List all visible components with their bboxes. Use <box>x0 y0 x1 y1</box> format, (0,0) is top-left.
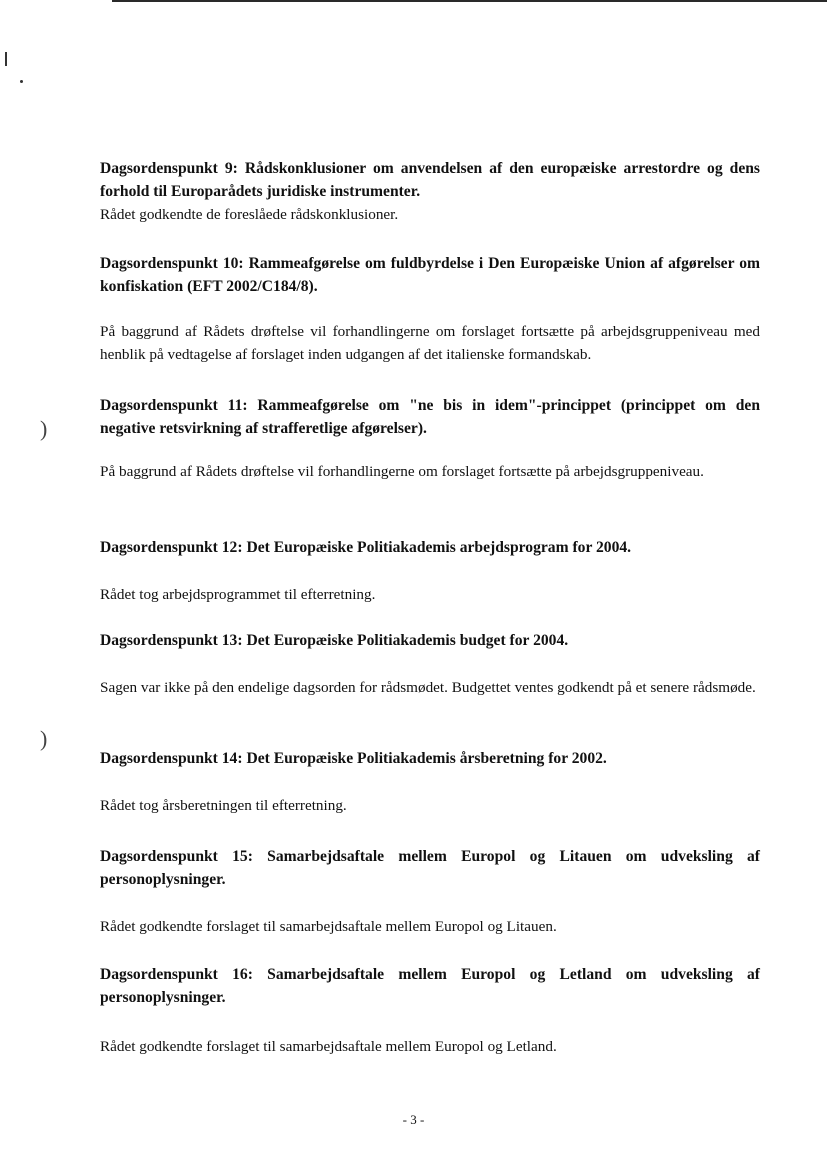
agenda-item-16 <box>100 963 760 1058</box>
agenda-item-heading: Dagsordenspunkt 13: Det Europæiske Politiakademis budget for 2004. <box>100 632 569 649</box>
agenda-item-body: Rådet tog årsberetningen til efterretning. <box>100 797 347 814</box>
agenda-item-heading: Dagsordenspunkt 15: Samarbejdsaftale mellem Europol og Litauen om udveksling af personoplysninger. <box>100 848 760 888</box>
agenda-item-heading: Dagsordenspunkt 9: Rådskonklusioner om anvendelsen af den europæiske arrestordre og dens forhold til Europarådets juridiske instrumenter. <box>100 160 760 200</box>
agenda-item-heading: Dagsordenspunkt 14: Det Europæiske Politiakademis årsberetning for 2002. <box>100 750 607 767</box>
agenda-item-9 <box>100 157 760 226</box>
agenda-item-heading: Dagsordenspunkt 16: Samarbejdsaftale mellem Europol og Letland om udveksling af personoplysninger. <box>100 966 760 1006</box>
agenda-item-13 <box>100 629 760 699</box>
margin-parenthesis: ) <box>40 416 48 441</box>
scan-mark <box>5 52 7 66</box>
agenda-item-14 <box>100 747 760 817</box>
agenda-item-12 <box>100 536 760 606</box>
agenda-item-body: På baggrund af Rådets drøftelse vil forhandlingerne om forslaget fortsætte på arbejdsgruppeniveau med henblik på vedtagelse af forslaget inden udgangen af det italienske formandskab. <box>100 323 760 363</box>
agenda-item-heading: Dagsordenspunkt 11: Rammeafgørelse om "ne bis in idem"-princippet (princippet om den negative retsvirkning af strafferetlige afgørelser). <box>100 397 760 437</box>
agenda-item-body: På baggrund af Rådets drøftelse vil forhandlingerne om forslaget fortsætte på arbejdsgruppeniveau. <box>100 463 704 480</box>
agenda-item-heading: Dagsordenspunkt 10: Rammeafgørelse om fuldbyrdelse i Den Europæiske Union af afgørelser om konfiskation (EFT 2002/C184/8). <box>100 255 760 295</box>
agenda-item-body: Rådet godkendte forslaget til samarbejdsaftale mellem Europol og Letland. <box>100 1038 557 1055</box>
agenda-item-body: Rådet godkendte de foreslåede rådskonklusioner. <box>100 206 399 223</box>
margin-parenthesis: ) <box>40 726 48 751</box>
agenda-item-body: Sagen var ikke på den endelige dagsorden for rådsmødet. Budgettet ventes godkendt på et senere rådsmøde. <box>100 679 756 696</box>
top-rule <box>112 0 827 2</box>
agenda-item-body: Rådet tog arbejdsprogrammet til efterretning. <box>100 586 376 603</box>
agenda-item-15 <box>100 845 760 938</box>
agenda-item-10 <box>100 252 760 366</box>
agenda-item-11 <box>100 394 760 483</box>
agenda-item-body: Rådet godkendte forslaget til samarbejdsaftale mellem Europol og Litauen. <box>100 918 557 935</box>
page-number: - 3 - <box>402 1112 425 1127</box>
scan-mark <box>20 80 23 83</box>
agenda-item-heading: Dagsordenspunkt 12: Det Europæiske Politiakademis arbejdsprogram for 2004. <box>100 539 632 556</box>
